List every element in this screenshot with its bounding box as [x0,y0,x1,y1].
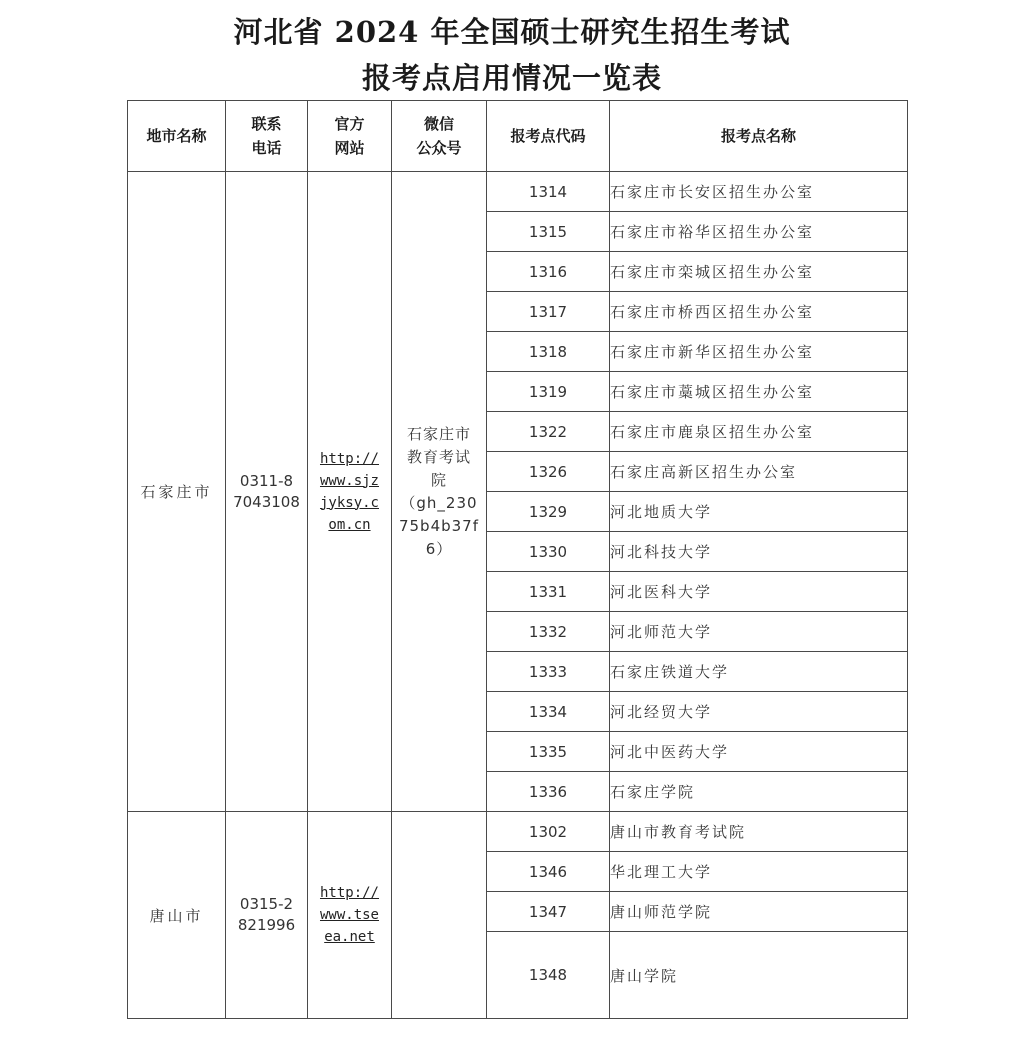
website-line-3: ea.net [324,929,375,945]
website-line-4: om.cn [328,516,371,533]
site-code: 1334 [487,692,610,732]
page-title-line-2: 报考点启用情况一览表 [361,61,662,95]
header-website-line-2: 网站 [334,139,365,157]
table-row [128,172,908,212]
header-wechat-line-2: 公众号 [416,139,462,157]
site-code: 1314 [487,172,610,212]
wechat-line-4: （gh_230 [400,493,478,512]
header-phone [226,101,308,172]
site-code: 1331 [487,572,610,612]
table-header-row [128,101,908,172]
wechat-line-3: 院 [430,470,447,489]
header-wechat-line-1: 微信 [423,115,454,133]
site-name: 河北经贸大学 [610,692,908,732]
header-phone-line-2: 电话 [251,139,282,157]
city-cell-shijiazhuang: 石家庄市 [128,172,226,812]
header-city: 地市名称 [128,101,226,172]
header-site-name: 报考点名称 [610,101,908,172]
wechat-line-6: 6） [425,539,453,558]
website-link-tangshan[interactable] [320,882,379,948]
site-name: 河北中医药大学 [610,732,908,772]
site-name: 石家庄市裕华区招生办公室 [610,212,908,252]
wechat-cell-shijiazhuang [392,172,487,812]
wechat-line-1: 石家庄市 [406,424,471,443]
site-code: 1346 [487,852,610,892]
phone-cell-shijiazhuang [226,172,308,812]
site-code: 1302 [487,812,610,852]
site-code: 1316 [487,252,610,292]
table-row [128,812,908,852]
site-name: 石家庄市栾城区招生办公室 [610,252,908,292]
site-name: 河北科技大学 [610,532,908,572]
site-code: 1317 [487,292,610,332]
site-name: 石家庄市藁城区招生办公室 [610,372,908,412]
website-line-2: www.tse [319,907,379,923]
site-name: 河北医科大学 [610,572,908,612]
site-code: 1330 [487,532,610,572]
header-website-line-1: 官方 [334,115,365,133]
site-name: 华北理工大学 [610,852,908,892]
website-link-shijiazhuang[interactable] [320,448,379,536]
header-wechat [392,101,487,172]
site-code: 1329 [487,492,610,532]
header-website [308,101,392,172]
site-name: 石家庄高新区招生办公室 [610,452,908,492]
phone-cell-tangshan [226,812,308,1019]
website-line-1: http:// [319,450,379,467]
phone-line-2: 7043108 [233,492,300,511]
site-name: 唐山师范学院 [610,892,908,932]
wechat-line-2: 教育考试 [406,447,471,466]
site-code: 1336 [487,772,610,812]
site-name: 石家庄市长安区招生办公室 [610,172,908,212]
site-name: 石家庄市桥西区招生办公室 [610,292,908,332]
exam-site-table [127,100,908,1019]
phone-line-2: 821996 [237,916,296,934]
site-code: 1333 [487,652,610,692]
site-name: 石家庄市鹿泉区招生办公室 [610,412,908,452]
site-name: 河北地质大学 [610,492,908,532]
phone-line-1: 0315-2 [239,895,294,913]
website-cell-shijiazhuang [308,172,392,812]
website-line-2: www.sjz [319,472,379,489]
page-title-line-1: 河北省 2024 年全国硕士研究生招生考试 [233,15,791,49]
site-code: 1322 [487,412,610,452]
city-cell-tangshan: 唐山市 [128,812,226,1019]
header-site-code: 报考点代码 [487,101,610,172]
site-name: 石家庄市新华区招生办公室 [610,332,908,372]
wechat-cell-tangshan [392,812,487,1019]
site-code: 1332 [487,612,610,652]
site-code: 1326 [487,452,610,492]
header-phone-line-1: 联系 [251,115,282,133]
site-name: 石家庄学院 [610,772,908,812]
phone-line-1: 0311-8 [239,471,294,490]
site-code: 1347 [487,892,610,932]
site-name: 河北师范大学 [610,612,908,652]
site-code: 1315 [487,212,610,252]
site-code: 1348 [487,932,610,1019]
website-line-3: jyksy.c [319,494,379,511]
site-code: 1319 [487,372,610,412]
website-line-1: http:// [319,885,379,901]
wechat-line-5: 75b4b37f [398,516,480,535]
site-name: 唐山学院 [610,932,908,1019]
site-code: 1318 [487,332,610,372]
site-code: 1335 [487,732,610,772]
site-name: 石家庄铁道大学 [610,652,908,692]
site-name: 唐山市教育考试院 [610,812,908,852]
website-cell-tangshan [308,812,392,1019]
